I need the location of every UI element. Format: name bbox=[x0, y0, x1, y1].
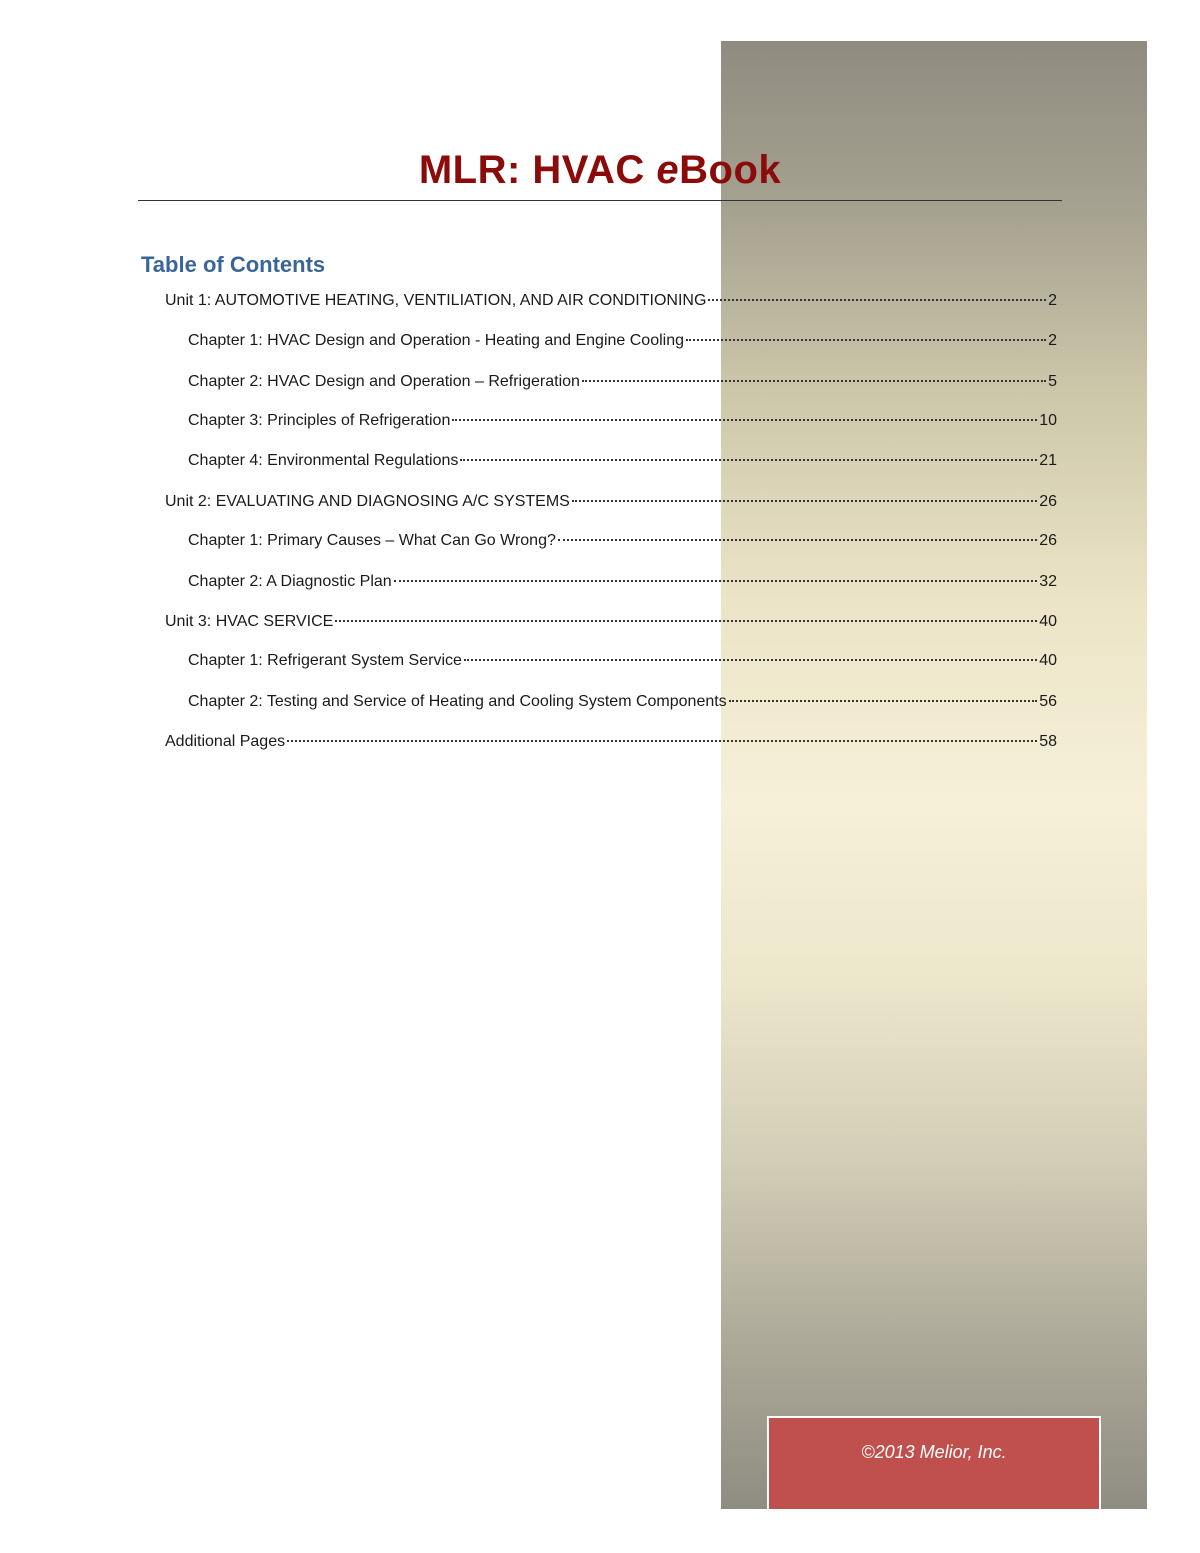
toc-entry-page: 26 bbox=[1039, 493, 1057, 510]
toc-entry[interactable] bbox=[188, 411, 1057, 431]
toc-entry[interactable] bbox=[188, 331, 1057, 351]
toc-leader bbox=[582, 380, 1046, 382]
toc-leader bbox=[460, 459, 1037, 461]
toc-leader bbox=[335, 620, 1037, 622]
toc-entry[interactable] bbox=[188, 531, 1057, 551]
toc-leader bbox=[464, 659, 1037, 661]
title-rule bbox=[138, 200, 1062, 201]
toc-entry-page: 32 bbox=[1039, 573, 1057, 590]
toc-leader bbox=[572, 500, 1037, 502]
title-main: MLR: HVAC bbox=[418, 148, 657, 192]
toc-entry-page: 21 bbox=[1039, 452, 1057, 469]
toc-entry-label: Unit 1: AUTOMOTIVE HEATING, VENTILIATION, AND AIR CONDITIONING bbox=[165, 292, 707, 309]
toc-entry-page: 10 bbox=[1039, 412, 1057, 429]
toc-heading: Table of Contents bbox=[141, 252, 326, 277]
document-title bbox=[138, 148, 1062, 193]
title-tail: Book bbox=[679, 148, 782, 192]
toc-entry[interactable] bbox=[188, 651, 1057, 671]
toc-leader bbox=[394, 580, 1038, 582]
toc-entry[interactable] bbox=[188, 451, 1057, 471]
toc-entry-page: 58 bbox=[1039, 733, 1057, 750]
toc-leader bbox=[558, 539, 1037, 541]
decorative-side-bar bbox=[721, 41, 1147, 1509]
toc-entry[interactable] bbox=[188, 692, 1057, 712]
toc-entry-label: Chapter 1: Primary Causes – What Can Go Wrong? bbox=[188, 532, 556, 549]
toc-entry-label: Additional Pages bbox=[165, 733, 286, 750]
toc-entry[interactable] bbox=[165, 732, 1057, 752]
toc-entry[interactable] bbox=[188, 372, 1057, 392]
copyright-box bbox=[767, 1416, 1101, 1509]
toc-entry[interactable] bbox=[188, 572, 1057, 592]
title-italic: e bbox=[656, 148, 680, 192]
toc-entry-label: Chapter 1: HVAC Design and Operation - Heating and Engine Cooling bbox=[188, 332, 684, 349]
toc-entry-page: 26 bbox=[1039, 532, 1057, 549]
toc-entry[interactable] bbox=[165, 492, 1057, 512]
toc-leader bbox=[452, 419, 1037, 421]
toc-entry-page: 2 bbox=[1048, 332, 1057, 349]
toc-entry-page: 5 bbox=[1048, 373, 1057, 390]
toc-entry[interactable] bbox=[165, 612, 1057, 632]
toc-entry-page: 56 bbox=[1039, 693, 1057, 710]
toc-entry[interactable] bbox=[165, 291, 1057, 311]
toc-entry-label: Unit 3: HVAC SERVICE bbox=[165, 613, 334, 630]
toc-entry-page: 40 bbox=[1039, 613, 1057, 630]
toc-entry-label: Chapter 3: Principles of Refrigeration bbox=[188, 412, 451, 429]
toc-leader bbox=[729, 700, 1038, 702]
toc-entry-page: 2 bbox=[1048, 292, 1057, 309]
toc-entry-label: Chapter 2: Testing and Service of Heating and Cooling System Components bbox=[188, 693, 727, 710]
toc-entry-label: Chapter 2: HVAC Design and Operation – Refrigeration bbox=[188, 373, 580, 390]
toc-entry-label: Chapter 1: Refrigerant System Service bbox=[188, 652, 462, 669]
toc-entry-label: Chapter 2: A Diagnostic Plan bbox=[188, 573, 392, 590]
toc-entry-label: Chapter 4: Environmental Regulations bbox=[188, 452, 459, 469]
toc-entry-label: Unit 2: EVALUATING AND DIAGNOSING A/C SYSTEMS bbox=[165, 493, 570, 510]
toc-leader bbox=[686, 339, 1046, 341]
toc-leader bbox=[708, 299, 1046, 301]
copyright-text: ©2013 Melior, Inc. bbox=[861, 1442, 1007, 1462]
toc-entry-page: 40 bbox=[1039, 652, 1057, 669]
toc-leader bbox=[287, 740, 1037, 742]
